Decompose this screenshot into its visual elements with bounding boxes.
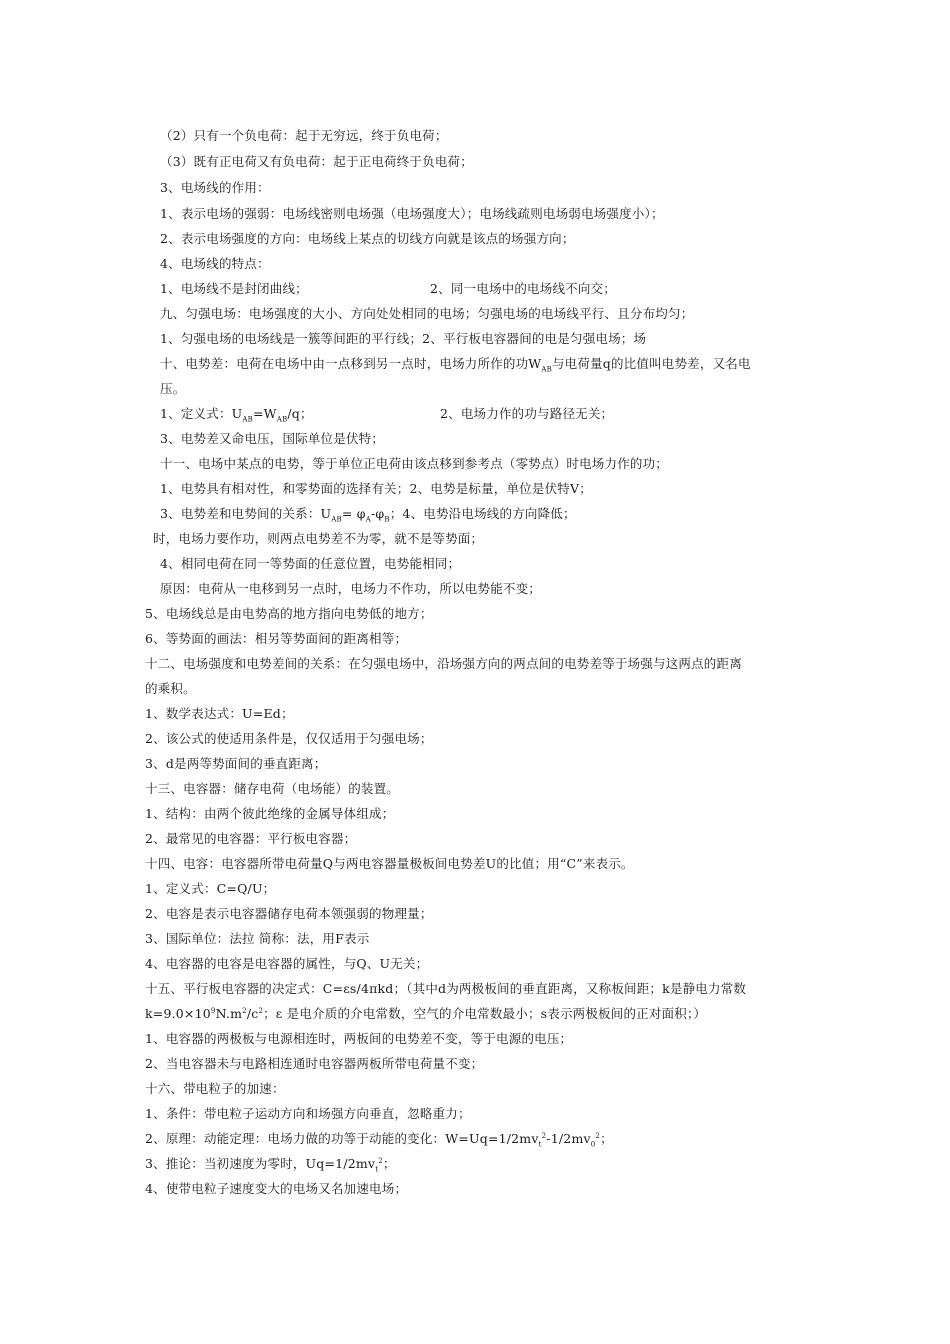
text-line: 3、d是两等势面间的垂直距离； [145, 756, 327, 771]
text-line: 压。 [160, 381, 186, 396]
text-line: 1、定义式：C=Q/U； [145, 881, 276, 896]
text-line: 3、电势差又命电压，国际单位是伏特； [160, 431, 385, 446]
text-line: 1、电场线不是封闭曲线； [160, 281, 308, 296]
text-line: 4、使带电粒子速度变大的电场又名加速电场； [145, 1181, 408, 1196]
text-line: （3）既有正电荷又有负电荷：起于正电荷终于负电荷； [160, 154, 473, 169]
text-line: 3、国际单位：法拉 简称：法，用F表示 [145, 931, 370, 946]
text-line: 十、电势差：电荷在电场中由一点移到另一点时，电场力所作的功$W_{AB}$与电荷量q的比值叫电势差，又名电 [160, 356, 751, 374]
text-line: 3、电场线的作用： [160, 180, 270, 195]
text-line: 2、表示电场强度的方向：电场线上某点的切线方向就是该点的场强方向； [160, 231, 575, 246]
text-line: （2）只有一个负电荷：起于无穷远，终于负电荷； [160, 128, 448, 143]
text-line-column-2: 2、电场力作的功与路径无关； [440, 406, 614, 421]
text-line: 4、电场线的特点： [160, 256, 270, 271]
text-line: $k=9.0\times 10^9N.m^2/c^2$；ε 是电介质的介电常数，空气的介电常数最小；s表示两极板间的正对面积；） [145, 1006, 707, 1021]
text-line: 2、最常见的电容器：平行板电容器； [145, 831, 357, 846]
text-line: 4、相同电荷在同一等势面的任意位置，电势能相同； [160, 556, 461, 571]
text-line: 3、推论：当初速度为零时，$Uq=1/2mv_t^2$； [145, 1156, 396, 1174]
text-line: 1、表示电场的强弱：电场线密则电场强（电场强度大）；电场线疏则电场弱电场强度小）； [160, 206, 664, 221]
text-line: 3、电势差和电势间的关系：$U_{AB}= \varphi_A-\varphi_B$；4、电势沿电场线的方向降低； [160, 506, 576, 524]
text-line: 1、数学表达式：U=Ed； [145, 706, 294, 721]
text-line: 十六、带电粒子的加速： [145, 1081, 285, 1096]
text-line: 1、结构：由两个彼此绝缘的金属导体组成； [145, 806, 395, 821]
text-line: 十四、电容：电容器所带电荷量Q与两电容器量极板间电势差U的比值；用“C”来表示。 [145, 856, 634, 871]
text-line: 十三、电容器：储存电荷（电场能）的装置。 [145, 781, 400, 796]
text-line: 2、该公式的使适用条件是，仅仅适用于匀强电场； [145, 731, 433, 746]
text-line: 1、条件：带电粒子运动方向和场强方向垂直，忽略重力； [145, 1106, 471, 1121]
text-line: 十一、电场中某点的电势，等于单位正电荷由该点移到参考点（零势点）时电场力作的功； [160, 456, 669, 471]
text-line-column-2: 2、同一电场中的电场线不向交； [430, 281, 616, 296]
text-line: 2、当电容器未与电路相连通时电容器两板所带电荷量不变； [145, 1056, 484, 1071]
text-line: 十二、电场强度和电势差间的关系：在匀强电场中，沿场强方向的两点间的电势差等于场强与这两点的距离 [145, 656, 742, 671]
text-line: 5、电场线总是由电势高的地方指向电势低的地方； [145, 606, 433, 621]
text-line: 十五、平行板电容器的决定式：C=εs/4πkd；（其中d为两极板间的垂直距离，又称板间距；k是静电力常数 [145, 981, 747, 996]
text-line: 时，电场力要作功，则两点电势差不为零，就不是等势面； [153, 531, 484, 546]
text-line: 1、匀强电场的电场线是一簇等间距的平行线；2、平行板电容器间的电是匀强电场；场 [160, 331, 647, 346]
text-line: 6、等势面的画法：相另等势面间的距离相等； [145, 631, 408, 646]
text-line: 2、电容是表示电容器储存电荷本领强弱的物理量； [145, 906, 433, 921]
text-line: 的乘积。 [145, 681, 196, 696]
text-line: 原因：电荷从一电移到另一点时，电场力不作功，所以电势能不变； [160, 581, 542, 596]
text-line: 1、电势具有相对性，和零势面的选择有关；2、电势是标量，单位是伏特V； [160, 481, 592, 496]
text-line: 2、原理：动能定理：电场力做的功等于动能的变化：$W=Uq=1/2mv_t^2-1/2mv_0^2$； [145, 1131, 613, 1149]
text-line: 4、电容器的电容是电容器的属性，与Q、U无关； [145, 956, 429, 971]
text-line: 1、电容器的两极板与电源相连时，两板间的电势差不变，等于电源的电压； [145, 1031, 573, 1046]
text-line: 1、定义式：$U_{AB}=W_{AB}/q$； [160, 406, 313, 424]
text-line: 九、匀强电场：电场强度的大小、方向处处相同的电场；匀强电场的电场线平行、且分布均匀； [160, 306, 694, 321]
